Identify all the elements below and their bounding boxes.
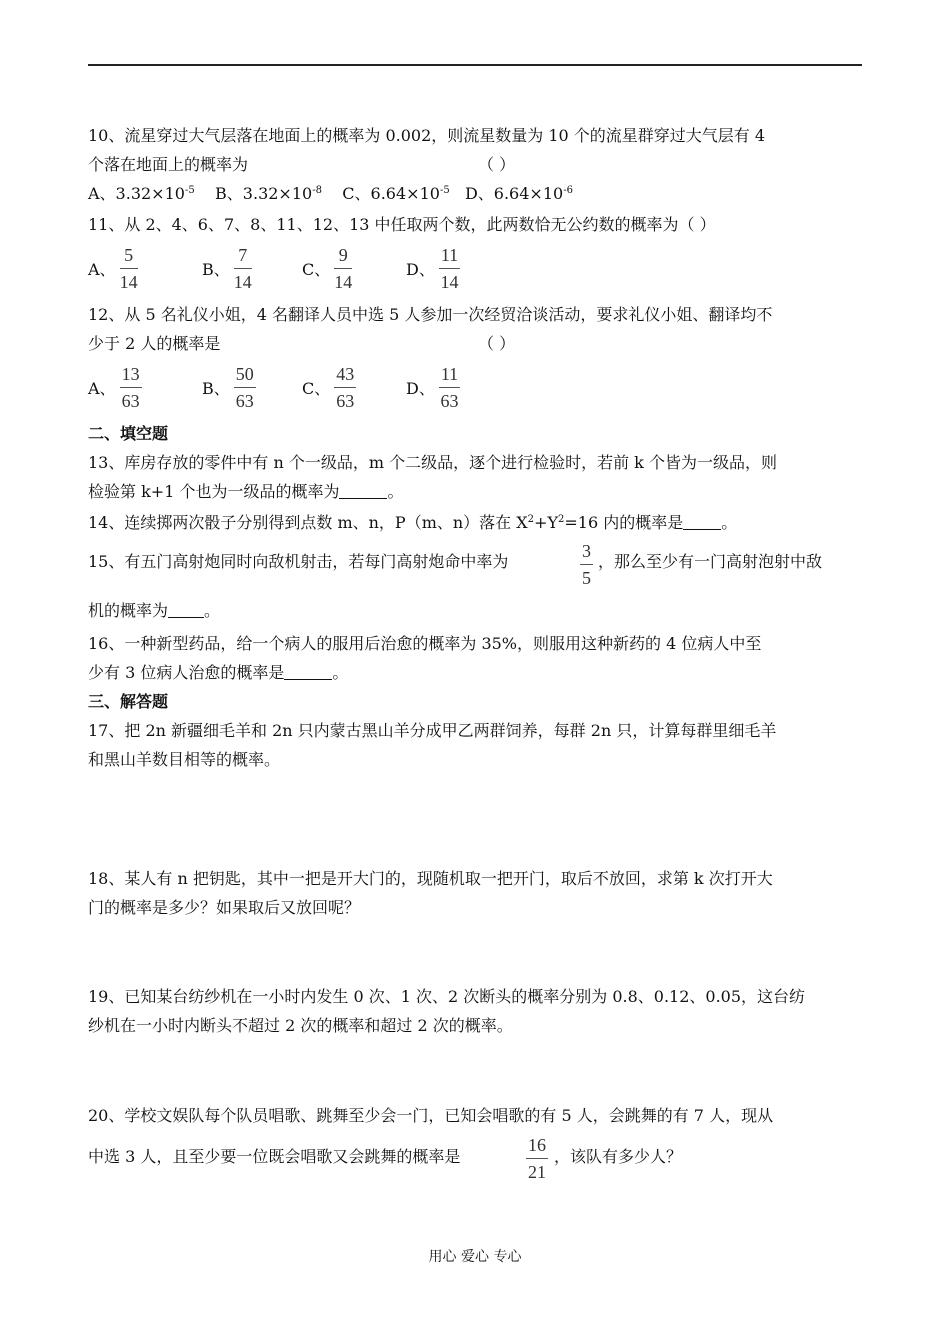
q12-line2: 少于 2 人的概率是 bbox=[88, 334, 221, 353]
q14-answer-blank[interactable] bbox=[683, 513, 721, 530]
q12-option-c: C、 $\frac{43}{63}$ bbox=[302, 364, 355, 411]
q14-line1: 14、连续掷两次骰子分别得到点数 m、n，P（m、n）落在 $X^2+Y^2=16$ 内的概率是 。 bbox=[88, 513, 738, 532]
q10-option-b: B、$3.32\times 10^{-8}$ bbox=[215, 184, 322, 203]
q12-line1: 12、从 5 名礼仪小姐，4 名翻译人员中选 5 人参加一次经贸洽谈活动，要求礼仪小姐、翻译均不 bbox=[88, 305, 773, 324]
q18-line1: 18、某人有 n 把钥匙，其中一把是开大门的，现随机取一把开门，取后不放回，求第 k 次打开大 bbox=[88, 869, 773, 888]
q13-line2: 检验第 k+1 个也为一级品的概率为 。 bbox=[88, 482, 404, 501]
q11-option-d: D、 $\frac{11}{14}$ bbox=[406, 245, 459, 292]
q17-line2: 和黑山羊数目相等的概率。 bbox=[88, 750, 281, 769]
q15-line2: 机的概率为 。 bbox=[88, 601, 221, 620]
q13-line1: 13、库房存放的零件中有 n 个一级品，m 个二级品，逐个进行检验时，若前 k 个皆为一级品，则 bbox=[88, 453, 777, 472]
q16-line2: 少有 3 位病人治愈的概率是 。 bbox=[88, 663, 349, 682]
q16-line1: 16、一种新型药品，给一个病人的服用后治愈的概率为 35%，则服用这种新药的 4 位病人中至 bbox=[88, 634, 762, 653]
q15-line1-part1: 15、有五门高射炮同时向敌机射击，若每门高射炮命中率为 bbox=[88, 552, 509, 571]
q15-answer-blank[interactable] bbox=[168, 601, 204, 618]
section-fill-in-heading: 二、填空题 bbox=[88, 424, 169, 443]
q11-option-b: B、 $\frac{7}{14}$ bbox=[202, 245, 252, 292]
q12-fraction-c: $\frac{43}{63}$ bbox=[336, 364, 355, 411]
q10-option-d: D、$6.64\times 10^{-6}$ bbox=[464, 184, 573, 203]
q15-line1-part2: ，那么至少有一门高射泡射中敌 bbox=[598, 552, 823, 571]
q11-fraction-c: $\frac{9}{14}$ bbox=[334, 245, 353, 292]
q10-answer-paren: （ ） bbox=[478, 155, 516, 174]
q10-option-a: A、$3.32\times 10^{-5}$ bbox=[88, 184, 195, 203]
q16-answer-blank[interactable] bbox=[284, 663, 332, 680]
q20-fraction: $\frac{16}{21}$ bbox=[528, 1135, 546, 1182]
q20-line2-part2: ，该队有多少人？ bbox=[554, 1147, 683, 1166]
q19-line2: 纱机在一小时内断头不超过 2 次的概率和超过 2 次的概率。 bbox=[88, 1016, 513, 1035]
q12-fraction-a: $\frac{13}{63}$ bbox=[121, 364, 140, 411]
q12-fraction-d: $\frac{11}{63}$ bbox=[440, 364, 459, 411]
q11-option-c: C、 $\frac{9}{14}$ bbox=[302, 245, 353, 292]
q17-line1: 17、把 2n 新疆细毛羊和 2n 只内蒙古黑山羊分成甲乙两群饲养，每群 2n 只，计算每群里细毛羊 bbox=[88, 721, 777, 740]
q19-line1: 19、已知某台纺纱机在一小时内发生 0 次、1 次、2 次断头的概率分别为 0.8、0.12、0.05，这台纺 bbox=[88, 987, 806, 1006]
q10-line2: 个落在地面上的概率为 bbox=[88, 155, 249, 174]
header-rule bbox=[88, 64, 862, 66]
page-footer: 用心 爱心 专心 bbox=[428, 1249, 522, 1265]
q12-answer-paren: （ ） bbox=[478, 334, 516, 353]
q11-fraction-b: $\frac{7}{14}$ bbox=[233, 245, 252, 292]
section-solve-heading: 三、解答题 bbox=[88, 692, 169, 711]
q18-line2: 门的概率是多少？如果取后又放回呢？ bbox=[88, 898, 361, 917]
q12-option-b: B、 $\frac{50}{63}$ bbox=[202, 364, 254, 411]
q10-line1: 10、流星穿过大气层落在地面上的概率为 0.002，则流星数量为 10 个的流星群穿过大气层有 4 bbox=[88, 126, 766, 145]
q20-line2-part1: 中选 3 人，且至少要一位既会唱歌又会跳舞的概率是 bbox=[88, 1147, 461, 1166]
q11-line1: 11、从 2、4、6、7、8、11、12、13 中任取两个数，此两数恰无公约数的概率为（ ） bbox=[88, 215, 716, 234]
q11-fraction-a: $\frac{5}{14}$ bbox=[119, 245, 138, 292]
q12-option-a: A、 $\frac{13}{63}$ bbox=[88, 364, 140, 411]
q11-fraction-d: $\frac{11}{14}$ bbox=[440, 245, 459, 292]
q20-line1: 20、学校文娱队每个队员唱歌、跳舞至少会一门，已知会唱歌的有 5 人，会跳舞的有 7 人，现从 bbox=[88, 1106, 774, 1125]
q12-fraction-b: $\frac{50}{63}$ bbox=[235, 364, 254, 411]
q15-fraction: $\frac{3}{5}$ bbox=[582, 541, 591, 588]
q10-options bbox=[88, 181, 573, 207]
q13-answer-blank[interactable] bbox=[339, 482, 387, 499]
q10-option-c: C、$6.64\times 10^{-5}$ bbox=[342, 184, 450, 203]
q12-option-d: D、 $\frac{11}{63}$ bbox=[406, 364, 459, 411]
q11-option-a: A、 $\frac{5}{14}$ bbox=[88, 245, 138, 292]
